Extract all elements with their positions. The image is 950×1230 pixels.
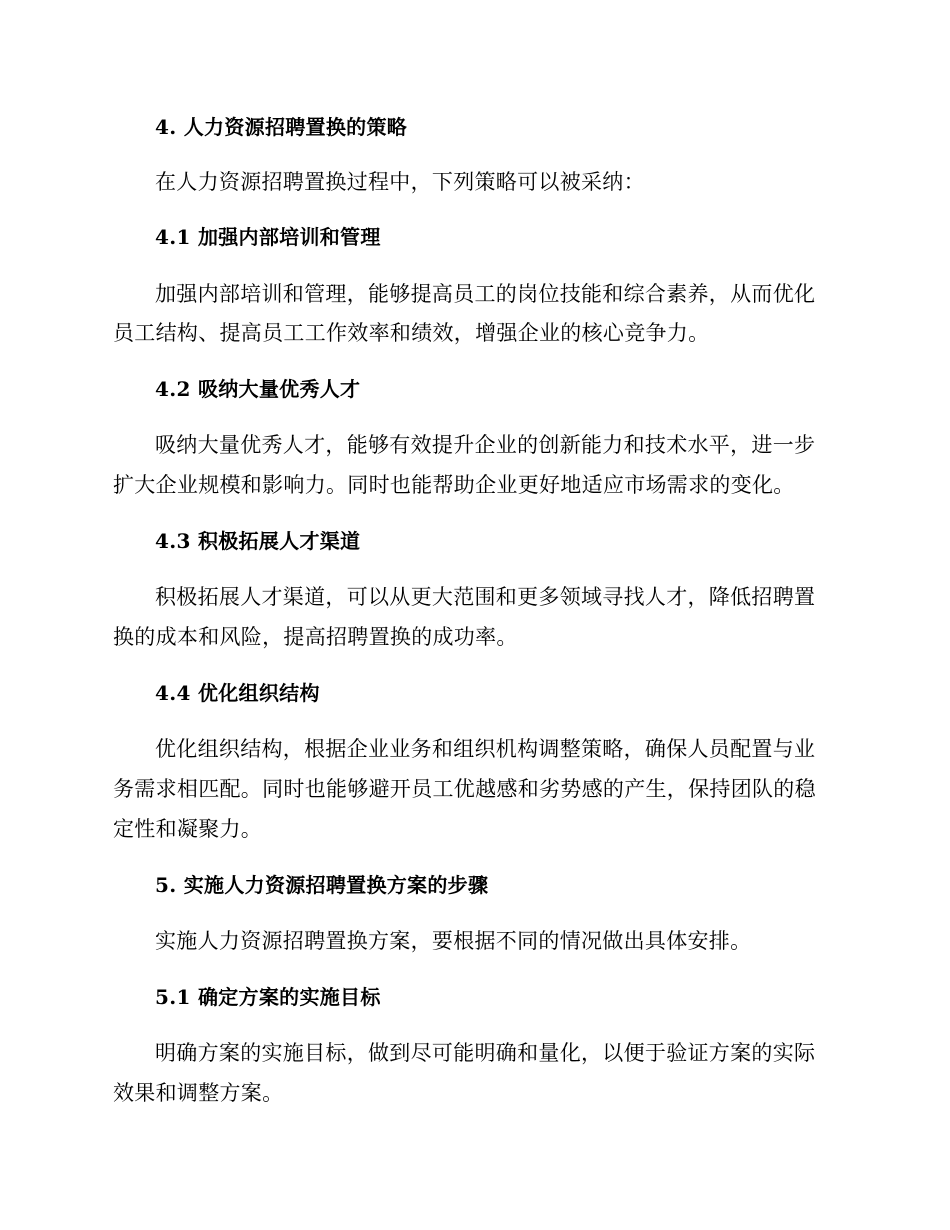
section-4-2-paragraph-line-2: 扩大企业规模和影响力。同时也能帮助企业更好地适应市场需求的变化。	[113, 473, 795, 497]
section-4-4-paragraph-line-1: 优化组织结构，根据企业业务和组织机构调整策略，确保人员配置与业	[155, 737, 816, 761]
section-5-intro: 实施人力资源招聘置换方案，要根据不同的情况做出具体安排。	[155, 929, 752, 953]
section-4-4-paragraph-line-3: 定性和凝聚力。	[113, 817, 263, 841]
section-4-3-heading: 4.3 积极拓展人才渠道	[155, 529, 361, 553]
section-4-2-paragraph-line-1: 吸纳大量优秀人才，能够有效提升企业的创新能力和技术水平，进一步	[155, 433, 816, 457]
section-4-1-paragraph-line-2: 员工结构、提高员工工作效率和绩效，增强企业的核心竞争力。	[113, 321, 710, 345]
section-4-heading: 4. 人力资源招聘置换的策略	[155, 115, 408, 139]
section-5-1-paragraph-line-2: 效果和调整方案。	[113, 1081, 284, 1105]
section-4-1-paragraph-line-1: 加强内部培训和管理，能够提高员工的岗位技能和综合素养，从而优化	[155, 282, 816, 306]
section-5-heading: 5. 实施人力资源招聘置换方案的步骤	[155, 873, 489, 897]
section-4-1-heading: 4.1 加强内部培训和管理	[155, 225, 381, 249]
section-5-1-heading: 5.1 确定方案的实施目标	[155, 985, 381, 1009]
section-5-1-paragraph-line-1: 明确方案的实施目标，做到尽可能明确和量化，以便于验证方案的实际	[155, 1041, 816, 1065]
section-4-3-paragraph-line-1: 积极拓展人才渠道，可以从更大范围和更多领域寻找人才，降低招聘置	[155, 585, 816, 609]
section-4-intro: 在人力资源招聘置换过程中，下列策略可以被采纳：	[155, 170, 645, 194]
section-4-4-heading: 4.4 优化组织结构	[155, 681, 320, 705]
section-4-2-heading: 4.2 吸纳大量优秀人才	[155, 377, 361, 401]
section-4-3-paragraph-line-2: 换的成本和风险，提高招聘置换的成功率。	[113, 625, 518, 649]
section-4-4-paragraph-line-2: 务需求相匹配。同时也能够避开员工优越感和劣势感的产生，保持团队的稳	[113, 777, 816, 801]
